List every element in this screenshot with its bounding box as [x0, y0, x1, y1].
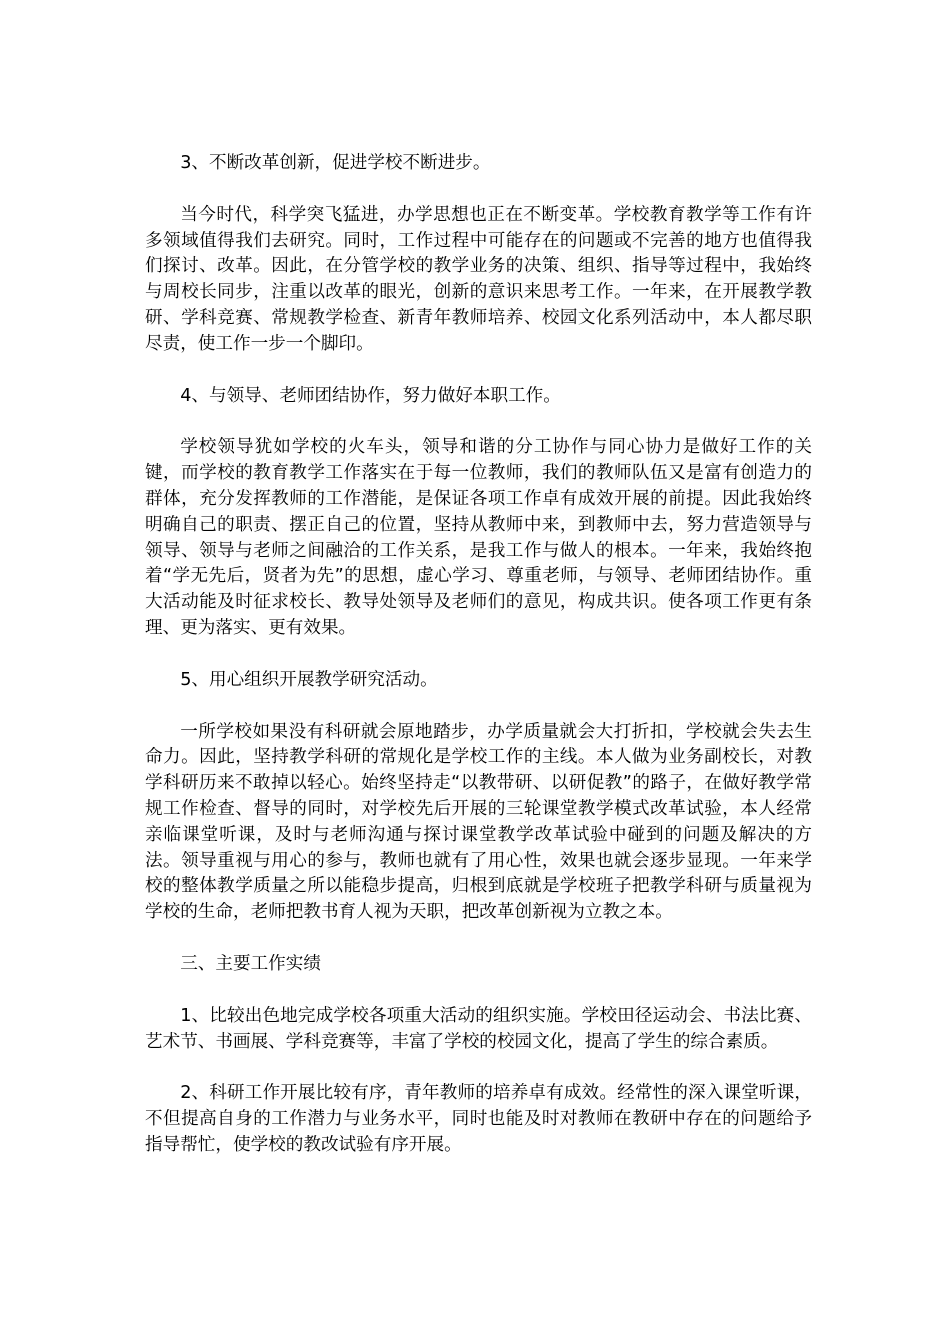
section-heading-4: 4、与领导、老师团结协作，努力做好本职工作。	[180, 385, 561, 406]
paragraph-teamwork: 学校领导犹如学校的火车头，领导和谐的分工协作与同心协力是做好工作的关键，而学校的教育教学工作落实在于每一位教师，我们的教师队伍又是富有创造力的群体，充分发挥教师的工作潜能，是保证各项工作卓有成效开展的前提。因此我始终明确自己的职责、摆正自己的位置，坚持从教师中来，到教师中去，努力营造领导与领导、领导与老师之间融洽的工作关系，是我工作与做人的根本。一年来，我始终抱着“学无先后，贤者为先”的思想，虚心学习、尊重老师，与领导、老师团结协作。重大活动能及时征求校长、教导处领导及老师们的意见，构成共识。使各项工作更有条理、更为落实、更有效果。	[145, 437, 812, 638]
paragraph-teaching-research: 一所学校如果没有科研就会原地踏步，办学质量就会大打折扣，学校就会失去生命力。因此，坚持教学科研的常规化是学校工作的主线。本人做为业务副校长，对教学科研历来不敢掉以轻心。始终坚持走“以教带研、以研促教”的路子，在做好教学常规工作检查、督导的同时，对学校先后开展的三轮课堂教学模式改革试验，本人经常亲临课堂听课，及时与老师沟通与探讨课堂教学改革试验中碰到的问题及解决的方法。领导重视与用心的参与，教师也就有了用心性，效果也就会逐步显现。一年来学校的整体教学质量之所以能稳步提高，归根到底就是学校班子把教学科研与质量视为学校的生命，老师把教书育人视为天职，把改革创新视为立教之本。	[145, 721, 812, 923]
section-heading-3: 3、不断改革创新，促进学校不断进步。	[180, 153, 491, 173]
paragraph-achievement-2: 2、科研工作开展比较有序，青年教师的培养卓有成效。经常性的深入课堂听课，不但提高自身的工作潜力与业务水平，同时也能及时对教师在教研中存在的问题给予指导帮忙，使学校的教改试验有序开展。	[145, 1083, 812, 1155]
section-heading-5: 5、用心组织开展教学研究活动。	[180, 669, 438, 690]
section-heading-achievements: 三、主要工作实绩	[180, 953, 321, 974]
paragraph-achievement-1: 1、比较出色地完成学校各项重大活动的组织实施。学校田径运动会、书法比赛、艺术节、书画展、学科竞赛等，丰富了学校的校园文化，提高了学生的综合素质。	[145, 1005, 812, 1052]
paragraph-reform-innovation: 当今时代，科学突飞猛进，办学思想也正在不断变革。学校教育教学等工作有许多领域值得我们去研究。同时，工作过程中可能存在的问题或不完善的地方也值得我们探讨、改革。因此，在分管学校的教学业务的决策、组织、指导等过程中，我始终与周校长同步，注重以改革的眼光，创新的意识来思考工作。一年来，在开展教学教研、学科竞赛、常规教学检查、新青年教师培养、校园文化系列活动中，本人都尽职尽责，使工作一步一个脚印。	[145, 204, 812, 354]
